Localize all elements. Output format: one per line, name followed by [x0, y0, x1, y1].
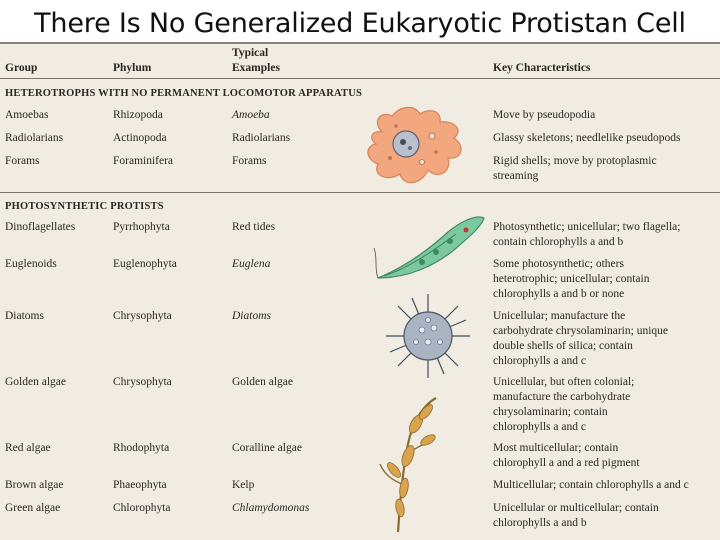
slide-title: There Is No Generalized Eukaryotic Protistan Cell	[34, 8, 686, 39]
cell-example: Red tides	[232, 221, 276, 233]
cell-phylum: Chrysophyta	[113, 310, 172, 322]
cell-key: heterotrophic; unicellular; contain	[493, 273, 650, 285]
cell-group: Euglenoids	[5, 258, 57, 270]
cell-key: Multicellular; contain chlorophylls a and c	[493, 479, 689, 491]
cell-key: chlorophylls a and c	[493, 421, 586, 433]
cell-example: Amoeba	[232, 109, 270, 121]
cell-group: Forams	[5, 155, 40, 167]
cell-key: chlorophylls a and c	[493, 355, 586, 367]
cell-key: Move by pseudopodia	[493, 109, 596, 121]
cell-key: contain chlorophylls a and b	[493, 236, 624, 248]
cell-group: Brown algae	[5, 479, 64, 491]
cell-group: Dinoflagellates	[5, 221, 76, 233]
cell-example: Radiolarians	[232, 132, 291, 144]
cell-key: chlorophylls a and b	[493, 517, 587, 529]
euglena-illustration	[372, 208, 490, 284]
diatom-radiolarian-illustration	[378, 290, 478, 382]
cell-phylum: Chrysophyta	[113, 376, 172, 388]
cell-key: Most multicellular; contain	[493, 442, 619, 454]
cell-phylum: Rhizopoda	[113, 109, 163, 121]
cell-group: Red algae	[5, 442, 51, 454]
cell-key: Some photosynthetic; others	[493, 258, 624, 270]
top-rule	[0, 42, 720, 44]
cell-phylum: Actinopoda	[113, 132, 167, 144]
cell-group: Green algae	[5, 502, 61, 514]
header-group: Group	[5, 62, 38, 74]
cell-group: Diatoms	[5, 310, 44, 322]
cell-key: streaming	[493, 170, 539, 182]
cell-group: Radiolarians	[5, 132, 64, 144]
cell-example: Kelp	[232, 479, 255, 491]
protist-table	[0, 42, 720, 540]
cell-example: Euglena	[232, 258, 271, 270]
cell-key: Unicellular; manufacture the	[493, 310, 626, 322]
cell-phylum: Euglenophyta	[113, 258, 177, 270]
cell-example: Diatoms	[232, 310, 271, 322]
cell-example: Chlamydomonas	[232, 502, 310, 514]
cell-key: Rigid shells; move by protoplasmic	[493, 155, 657, 167]
cell-key: manufacture the carbohydrate	[493, 391, 631, 403]
cell-key: carbohydrate chrysolaminarin; unique	[493, 325, 668, 337]
header-key: Key Characteristics	[493, 62, 591, 74]
cell-key: chrysolaminarin; contain	[493, 406, 608, 418]
cell-phylum: Pyrrhophyta	[113, 221, 170, 233]
cell-phylum: Rhodophyta	[113, 442, 170, 454]
cell-phylum: Foraminifera	[113, 155, 174, 167]
section-heterotrophs: HETEROTROPHS WITH NO PERMANENT LOCOMOTOR APPARATUS	[5, 88, 363, 99]
cell-group: Amoebas	[5, 109, 49, 121]
kelp-illustration	[372, 394, 444, 536]
header-typical: Typical	[232, 47, 269, 59]
cell-key: chlorophyll a and a red pigment	[493, 457, 640, 469]
cell-example: Golden algae	[232, 376, 293, 388]
cell-phylum: Phaeophyta	[113, 479, 167, 491]
cell-phylum: Chlorophyta	[113, 502, 171, 514]
cell-key: chlorophylls a and b or none	[493, 288, 625, 300]
cell-example: Coralline algae	[232, 442, 302, 454]
header-rule	[0, 78, 720, 79]
cell-key: Unicellular or multicellular; contain	[493, 502, 659, 514]
section-photosynthetic: PHOTOSYNTHETIC PROTISTS	[5, 201, 164, 212]
amoeba-illustration	[362, 102, 474, 194]
cell-example: Forams	[232, 155, 267, 167]
cell-key: Photosynthetic; unicellular; two flagella;	[493, 221, 681, 233]
cell-key: Glassy skeletons; needlelike pseudopods	[493, 132, 681, 144]
section-rule	[0, 192, 720, 193]
header-phylum: Phylum	[113, 62, 152, 74]
cell-key: double shells of silica; contain	[493, 340, 633, 352]
header-examples: Examples	[232, 62, 280, 74]
cell-group: Golden algae	[5, 376, 66, 388]
cell-key: Unicellular, but often colonial;	[493, 376, 635, 388]
